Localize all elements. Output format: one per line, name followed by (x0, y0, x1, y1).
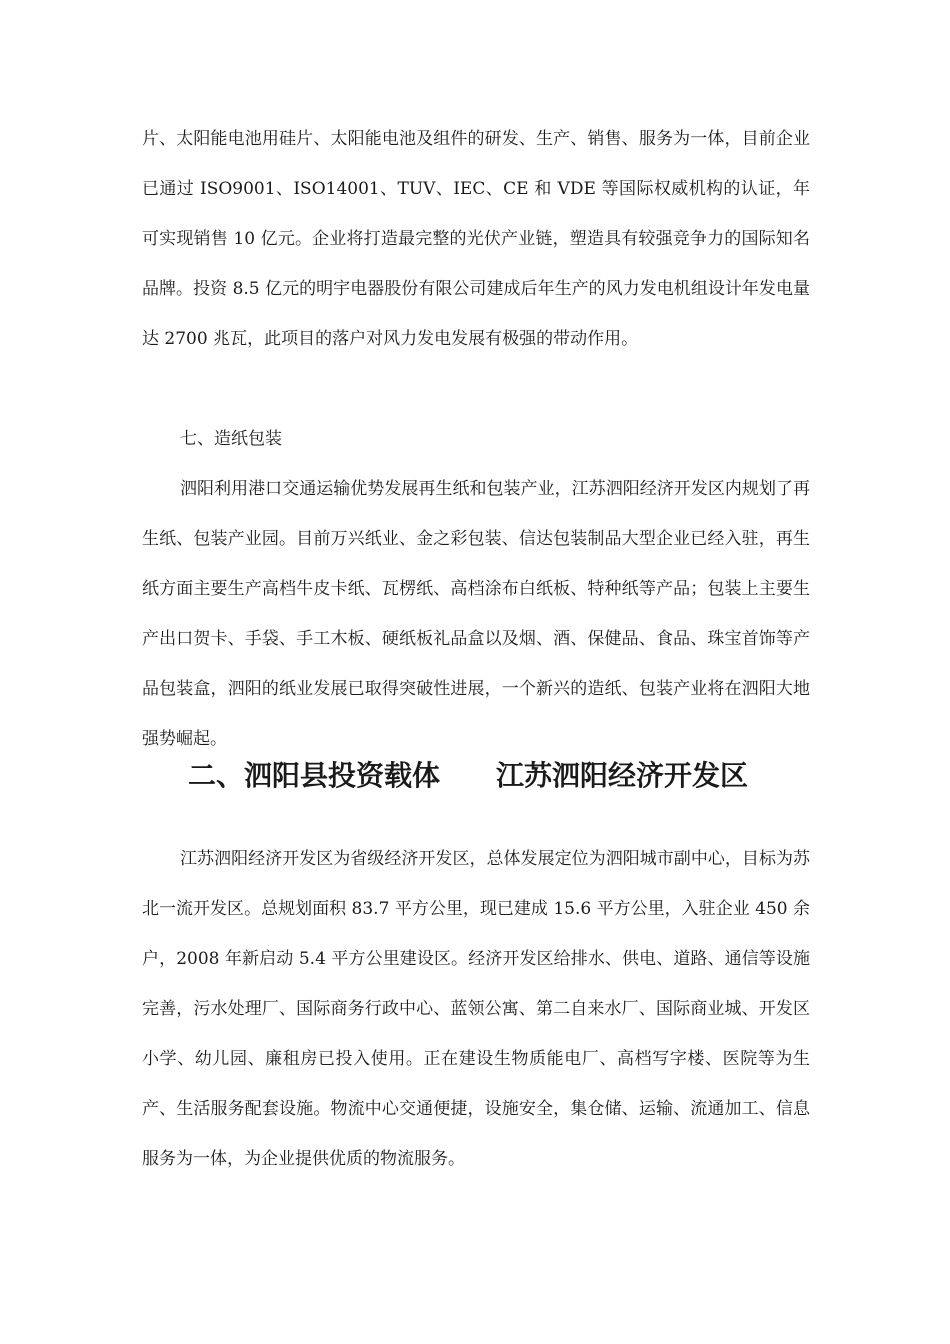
chapter-heading-left: 二、泗阳县投资载体 (188, 759, 441, 792)
body-paragraph-paper-packaging: 泗阳利用港口交通运输优势发展再生纸和包装产业，江苏泗阳经济开发区内规划了再生纸、包装产业园。目前万兴纸业、金之彩包装、信达包装制品大型企业已经入驻，再生纸方面主要生产高档牛皮卡纸、瓦楞纸、高档涂布白纸板、特种纸等产品；包装上主要生产出口贺卡、手袋、手工木板、硬纸板礼品盒以及烟、酒、保健品、食品、珠宝首饰等产品包装盒，泗阳的纸业发展已取得突破性进展，一个新兴的造纸、包装产业将在泗阳大地强势崛起。 (142, 479, 810, 749)
body-paragraph-photovoltaic: 片、太阳能电池用硅片、太阳能电池及组件的研发、生产、销售、服务为一体，目前企业已通过 ISO9001、ISO14001、TUV、IEC、CE 和 VDE 等国际权威机构的认证，年可实现销售 10 亿元。企业将打造最完整的光伏产业链，塑造具有较强竞争力的国际知名品牌。投资 8.5 亿元的明宇电器股份有限公司建成后年生产的风力发电机组设计年发电量达 2700 兆瓦，此项目的落户对风力发电发展有极强的带动作用。 (142, 129, 810, 349)
section-heading-paper-packaging: 七、造纸包装 (180, 429, 282, 449)
chapter-heading-investment-carrier (188, 756, 808, 796)
body-paragraph-development-zone: 江苏泗阳经济开发区为省级经济开发区，总体发展定位为泗阳城市副中心，目标为苏北一流开发区。总规划面积 83.7 平方公里，现已建成 15.6 平方公里，入驻企业 450 余户，2008 年新启动 5.4 平方公里建设区。经济开发区给排水、供电、道路、通信等设施完善，污水处理厂、国际商务行政中心、蓝领公寓、第二自来水厂、国际商业城、开发区小学、幼儿园、廉租房已投入使用。正在建设生物质能电厂、高档写字楼、医院等为生产、生活服务配套设施。物流中心交通便捷，设施安全，集仓储、运输、流通加工、信息服务为一体，为企业提供优质的物流服务。 (142, 849, 810, 1169)
chapter-heading-right: 江苏泗阳经济开发区 (496, 759, 749, 792)
